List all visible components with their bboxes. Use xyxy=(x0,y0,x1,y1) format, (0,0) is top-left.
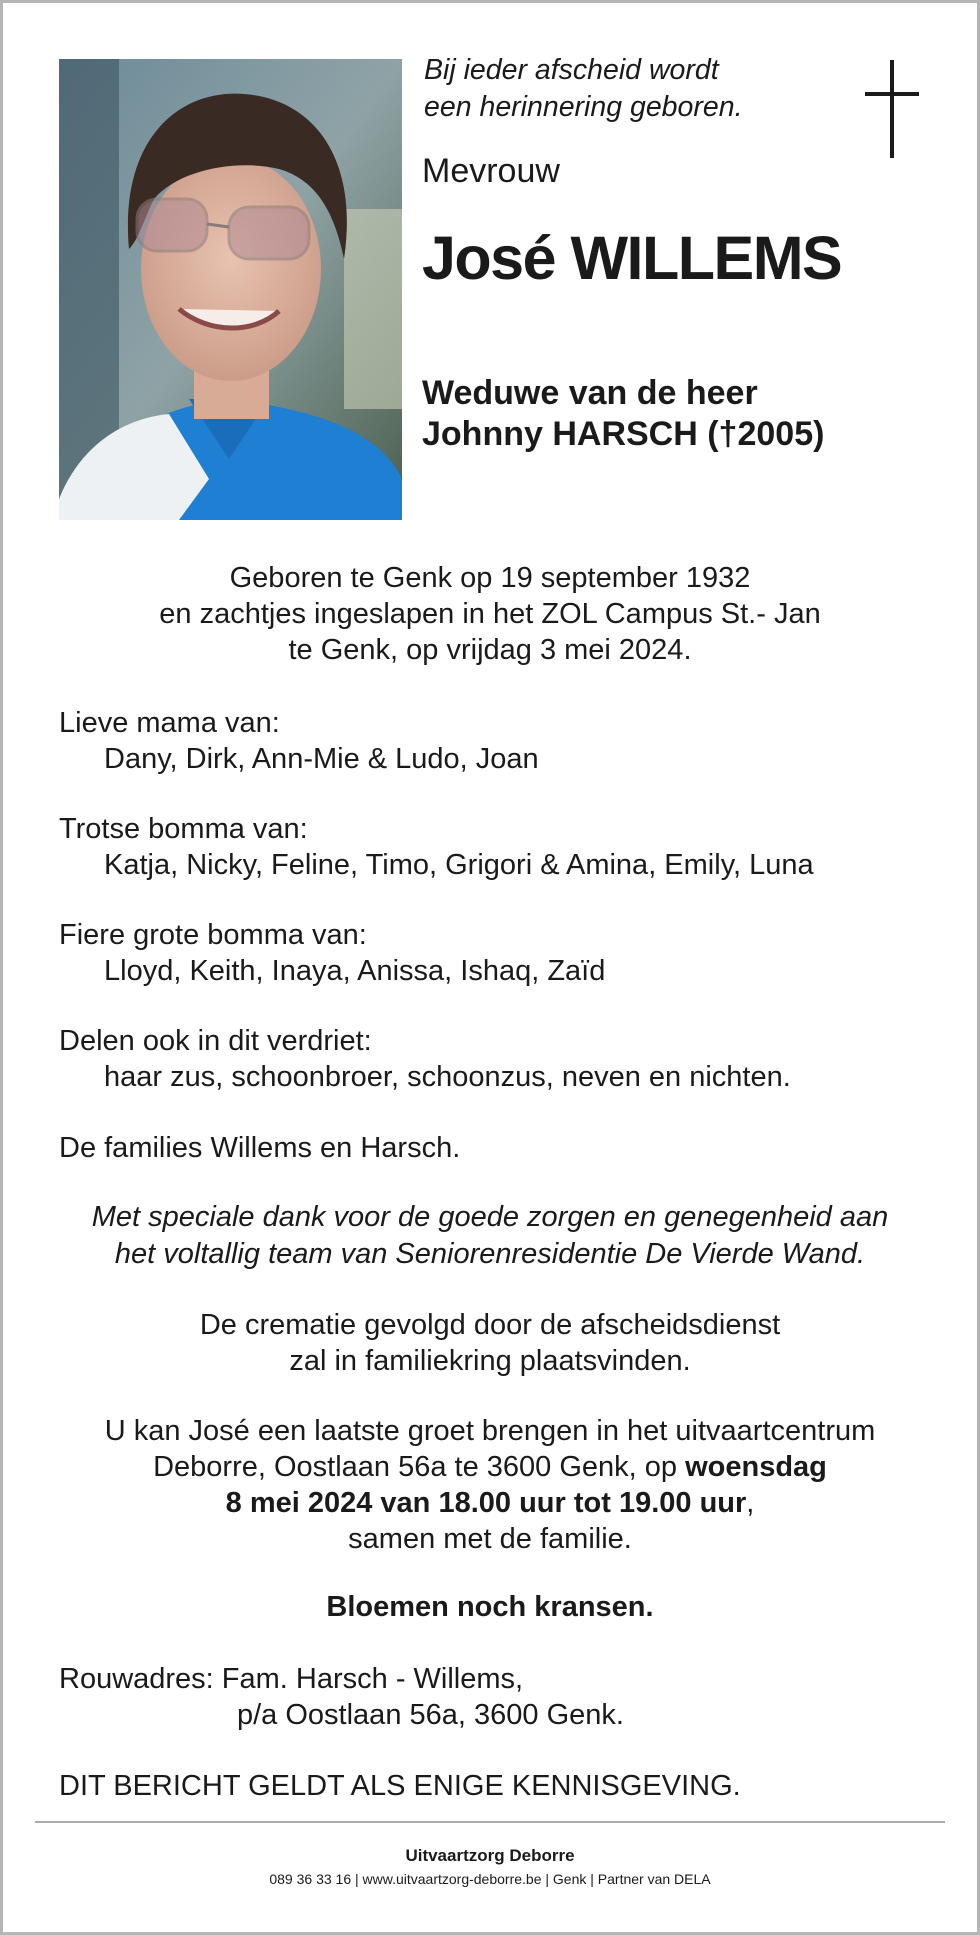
cross-icon xyxy=(862,60,922,160)
footer-contact: 089 36 33 16 | www.uitvaartzorg-deborre.be | Genk | Partner van DELA xyxy=(269,1871,711,1887)
thanks-line: Met speciale dank voor de goede zorgen en genegenheid aan xyxy=(91,1201,889,1233)
cremation-line: zal in familiekring plaatsvinden. xyxy=(289,1345,691,1377)
family-names: Katja, Nicky, Feline, Timo, Grigori & Amina, Emily, Luna xyxy=(104,849,814,881)
mourning-address: Rouwadres: Fam. Harsch - Willems, xyxy=(59,1663,524,1695)
deceased-name: José WILLEMS xyxy=(422,224,842,292)
farewell-visit-info xyxy=(0,1413,980,1557)
birth-line: te Genk, op vrijdag 3 mei 2024. xyxy=(288,634,692,666)
memorial-quote xyxy=(424,52,743,126)
widow-line: Weduwe van de heer xyxy=(422,374,758,412)
quote-line: een herinnering geboren. xyxy=(424,91,743,123)
widow-line: Johnny HARSCH (†2005) xyxy=(422,415,825,453)
flowers-notice: Bloemen noch kransen. xyxy=(326,1591,654,1623)
birth-line: Geboren te Genk op 19 september 1932 xyxy=(229,562,751,594)
families-line: De families Willems en Harsch. xyxy=(59,1132,461,1164)
greeting-line xyxy=(0,1449,980,1485)
greeting-line xyxy=(0,1485,980,1521)
family-label: Lieve mama van: xyxy=(59,707,280,739)
thanks-message xyxy=(0,1199,980,1273)
greeting-text: Deborre, Oostlaan 56a te 3600 Genk, op xyxy=(153,1451,686,1483)
portrait-illustration xyxy=(59,59,402,520)
thanks-line: het voltallig team van Seniorenresidentie De Vierde Wand. xyxy=(114,1238,866,1270)
footer-divider xyxy=(35,1821,945,1823)
greeting-datetime: 8 mei 2024 van 18.00 uur tot 19.00 uur xyxy=(225,1487,747,1519)
family-names: Lloyd, Keith, Inaya, Anissa, Ishaq, Zaïd xyxy=(104,955,606,987)
quote-line: Bij ieder afscheid wordt xyxy=(424,54,719,86)
portrait-photo xyxy=(59,59,402,520)
widow-statement xyxy=(422,373,824,455)
footer-company: Uitvaartzorg Deborre xyxy=(405,1846,575,1865)
family-label: Delen ook in dit verdriet: xyxy=(59,1025,372,1057)
cremation-info xyxy=(0,1307,980,1379)
greeting-line: U kan José een laatste groet brengen in het uitvaartcentrum xyxy=(104,1415,876,1447)
family-label: Trotse bomma van: xyxy=(59,813,308,845)
greeting-day: woensdag xyxy=(685,1451,827,1483)
greeting-line: samen met de familie. xyxy=(348,1523,632,1555)
greeting-text: , xyxy=(746,1487,755,1519)
official-notice: DIT BERICHT GELDT ALS ENIGE KENNISGEVING. xyxy=(59,1770,741,1802)
family-names: haar zus, schoonbroer, schoonzus, neven en nichten. xyxy=(104,1061,791,1093)
family-names: Dany, Dirk, Ann-Mie & Ludo, Joan xyxy=(104,743,539,775)
family-label: Fiere grote bomma van: xyxy=(59,919,367,951)
birth-death-info xyxy=(0,560,980,668)
salutation: Mevrouw xyxy=(422,152,560,190)
mourning-address-line: p/a Oostlaan 56a, 3600 Genk. xyxy=(237,1699,624,1731)
birth-line: en zachtjes ingeslapen in het ZOL Campus St.- Jan xyxy=(159,598,821,630)
cremation-line: De crematie gevolgd door de afscheidsdienst xyxy=(199,1309,781,1341)
